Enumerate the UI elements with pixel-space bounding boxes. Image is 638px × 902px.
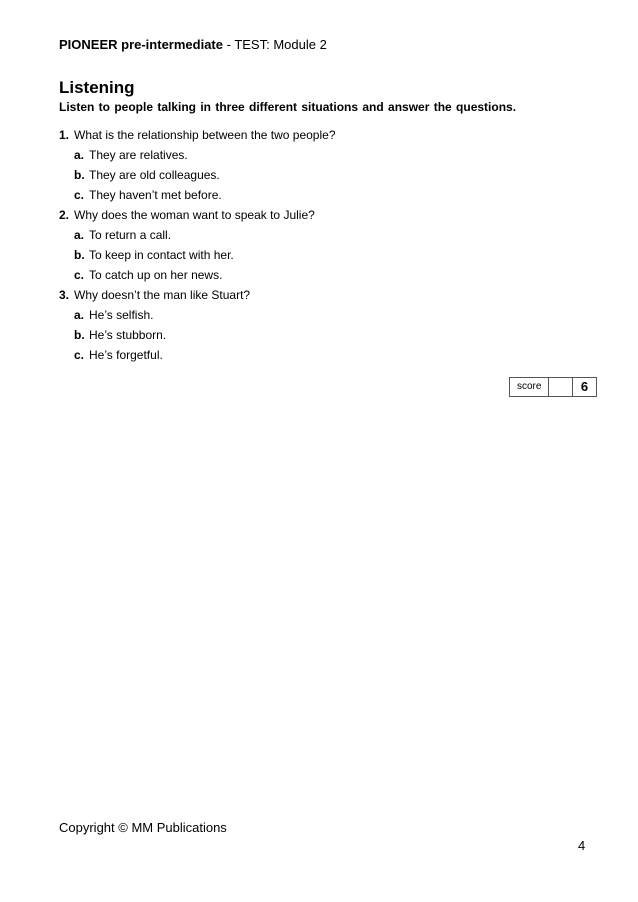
page-number: 4: [578, 838, 586, 853]
option-text: They are relatives.: [89, 148, 188, 162]
answer-option: [59, 348, 599, 368]
question-item: [59, 208, 599, 228]
option-letter: c.: [74, 348, 85, 362]
section-instructions: Listen to people talking in three different situations and answer the questions.: [59, 100, 517, 114]
answer-option: [59, 248, 599, 268]
option-text: He’s stubborn.: [89, 328, 167, 342]
option-letter: a.: [74, 228, 85, 242]
answer-option: [59, 168, 599, 188]
section-title: Listening: [59, 78, 135, 97]
score-total: 6: [580, 379, 589, 394]
option-text: They haven’t met before.: [89, 188, 222, 202]
question-text: Why does the woman want to speak to Julie?: [74, 208, 315, 222]
page-header: [59, 37, 327, 52]
option-letter: c.: [74, 188, 85, 202]
score-label: score: [510, 378, 549, 396]
copyright-notice: Copyright © MM Publications: [59, 820, 227, 835]
score-box: [509, 377, 597, 397]
header-title-rest: - TEST: Module 2: [223, 37, 327, 52]
option-text: To keep in contact with her.: [89, 248, 234, 262]
option-letter: b.: [74, 248, 85, 262]
answer-option: [59, 328, 599, 348]
option-text: They are old colleagues.: [89, 168, 220, 182]
question-list: [59, 128, 599, 368]
option-letter: b.: [74, 168, 85, 182]
question-text: What is the relationship between the two people?: [74, 128, 336, 142]
option-letter: a.: [74, 308, 85, 322]
score-blank-field: [549, 378, 573, 396]
option-letter: a.: [74, 148, 85, 162]
question-text: Why doesn’t the man like Stuart?: [74, 288, 251, 302]
question-item: [59, 128, 599, 148]
question-item: [59, 288, 599, 308]
answer-option: [59, 188, 599, 208]
option-text: He’s forgetful.: [89, 348, 163, 362]
option-text: He’s selfish.: [89, 308, 154, 322]
option-text: To catch up on her news.: [89, 268, 223, 282]
option-letter: b.: [74, 328, 85, 342]
question-number: 2.: [59, 208, 70, 222]
header-title-bold: PIONEER pre-intermediate: [59, 37, 223, 52]
answer-option: [59, 308, 599, 328]
answer-option: [59, 268, 599, 288]
question-number: 1.: [59, 128, 70, 142]
answer-option: [59, 228, 599, 248]
question-number: 3.: [59, 288, 70, 302]
answer-option: [59, 148, 599, 168]
option-letter: c.: [74, 268, 85, 282]
option-text: To return a call.: [89, 228, 172, 242]
